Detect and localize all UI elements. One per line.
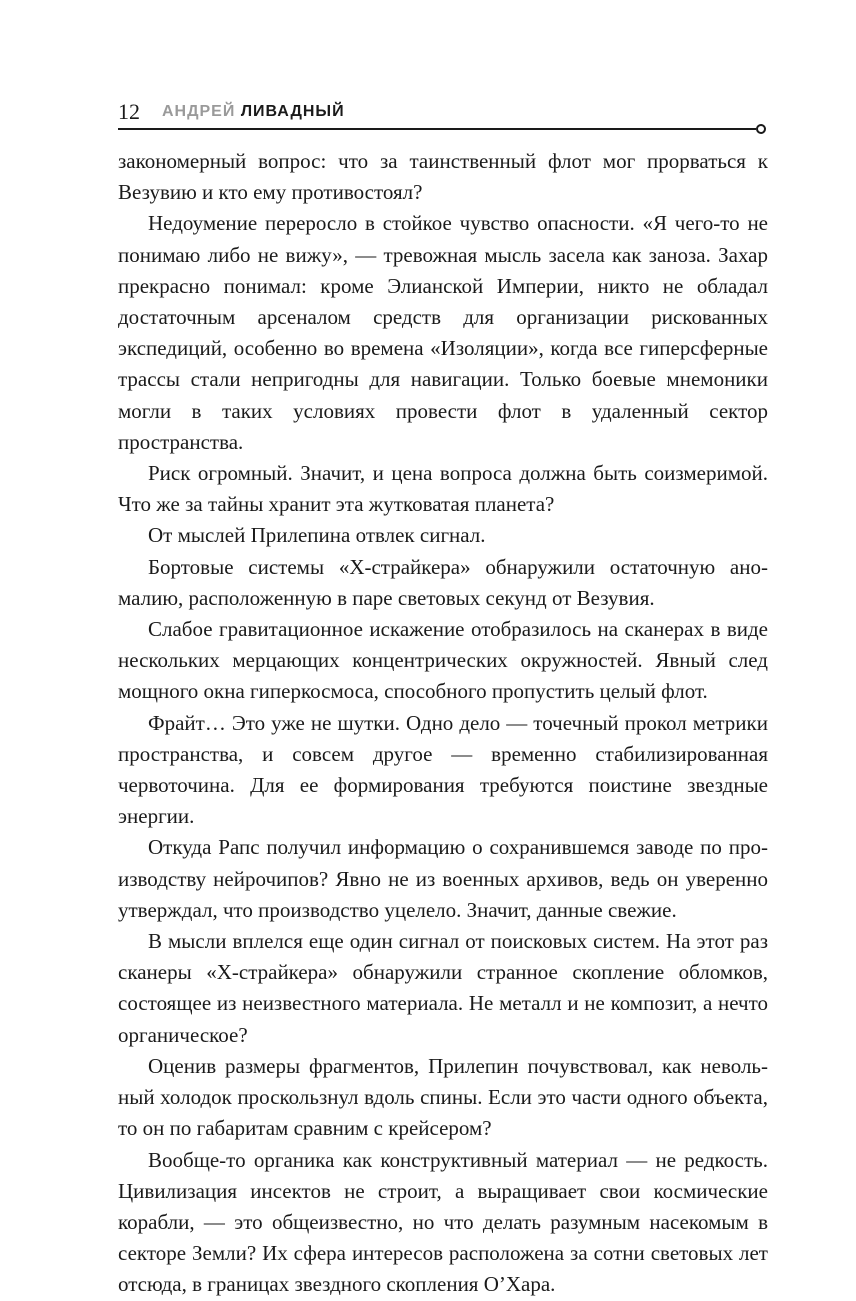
paragraph: От мыслей Прилепина отвлек сигнал.	[148, 523, 486, 548]
paragraph: закономерный вопрос: что за таинственный флот мог прорваться к Везувию и кто ему противостоял?	[118, 149, 768, 205]
paragraph: Слабое гравитационное искажение отобразилось на сканерах в виде нескольких мерцающих концентрических окружностей. Явный след мощного окна гиперкосмоса, способного пропустить целый флот.	[118, 617, 768, 704]
paragraph: Бортовые системы «Х-страйкера» обнаружили остаточную аномалию, расположенную в паре световых секунд от Везувия.	[118, 554, 768, 610]
header-rule-dot-icon	[756, 124, 766, 134]
paragraph: Откуда Рапс получил информацию о сохранившемся заводе по производству нейрочипов? Явно не из военных архивов, ведь он уверенно утверждал, что производство уцелело. Значит, данные свежие.	[118, 835, 768, 922]
author-last-name: ЛИВАДНЫЙ	[240, 103, 345, 120]
body-text	[118, 146, 768, 1301]
paragraph: Оценив размеры фрагментов, Прилепин почувствовал, как невольный холодок проскользнул вдоль спины. Если это части одного объекта, то он по габаритам сравним с крейсером?	[118, 1053, 768, 1141]
author-first-name: АНДРЕЙ	[162, 103, 236, 120]
paragraph: Вообще-то органика как конструктивный материал — не редкость. Цивилизация инсектов не строит, а выращивает свои космические корабли, — это общеизвестно, но что делать разумным насекомым в секторе Земли? Их сфера интересов расположена за сотни световых лет отсюда, в границах звездного скопления О’Хара.	[118, 1147, 768, 1297]
running-header	[118, 98, 766, 138]
paragraph: Риск огромный. Значит, и цена вопроса должна быть соизмеримой. Что же за тайны хранит эта жутковатая планета?	[118, 461, 768, 517]
page-number: 12	[118, 99, 140, 124]
paragraph: Фрайт… Это уже не шутки. Одно дело — точечный прокол метрики пространства, и совсем другое — временно стабилизированная червоточина. Для ее формирования требуются поистине звездные энергии.	[118, 710, 768, 829]
header-rule	[118, 128, 756, 130]
paragraph: В мысли вплелся еще один сигнал от поисковых систем. На этот раз сканеры «Х-страйкера» обнаружили странное скопление обломков, состоящее из неизвестного материала. Не металл и не композит, а нечто органическое?	[118, 929, 768, 1047]
paragraph: Недоумение переросло в стойкое чувство опасности. «Я чего-то не понимаю либо не вижу», — тревожная мысль засела как заноза. Захар прекрасно понимал: кроме Элианской Империи, никто не обладал достаточным арсеналом средств для организации рискованных экспедиций, особенно во времена «Изоляции», когда все гиперсферные трассы стали непригодны для навигации. Только боевые мнемоники могли в таких условиях провести флот в удаленный сектор пространства.	[118, 211, 768, 454]
author-name	[162, 100, 345, 124]
